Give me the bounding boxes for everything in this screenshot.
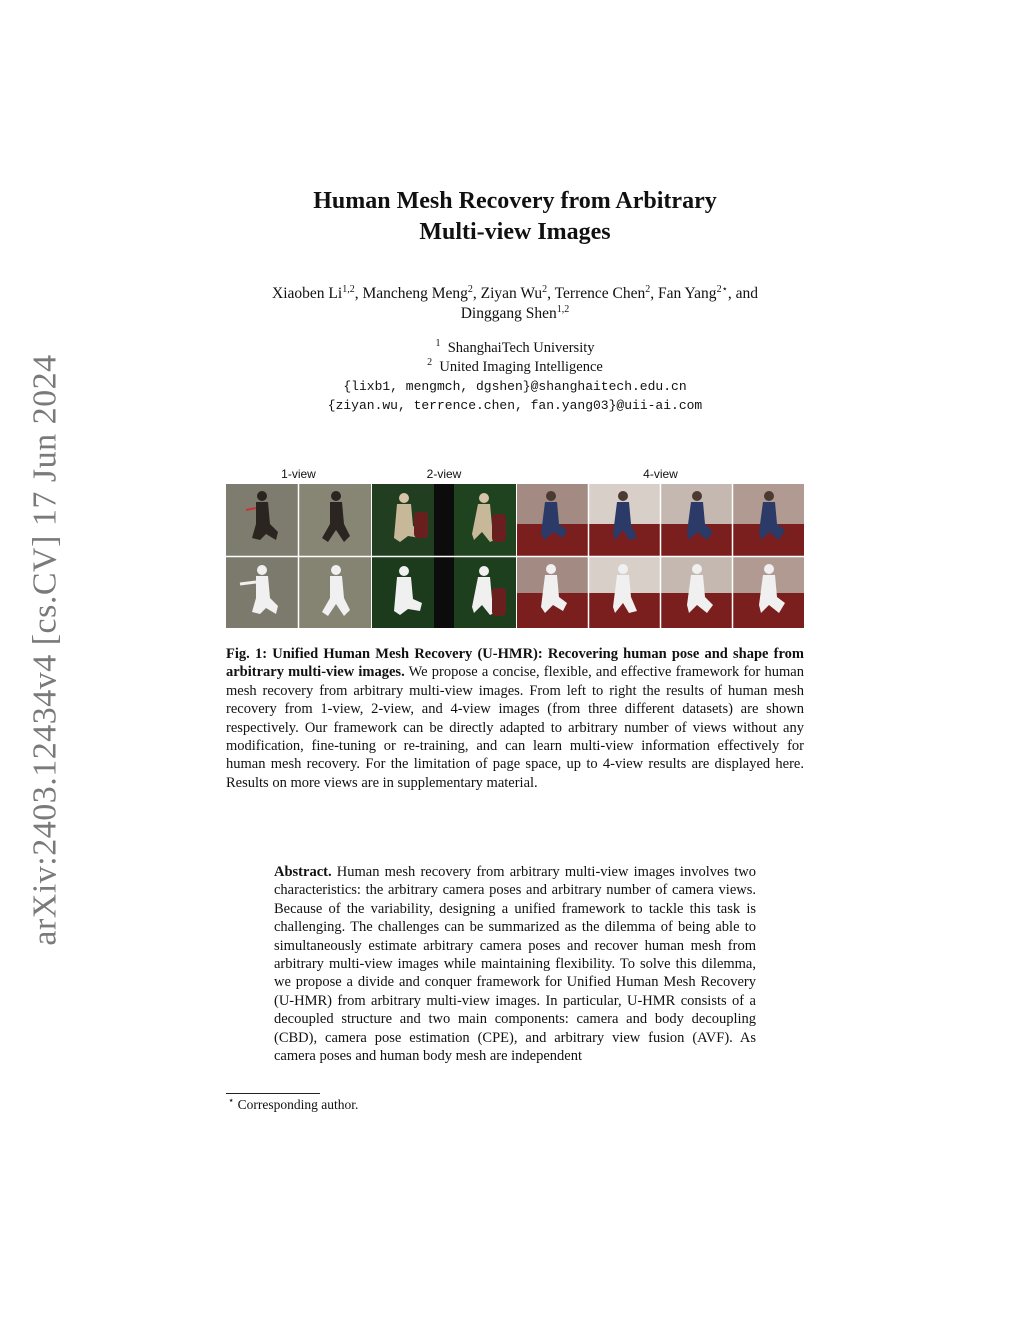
author-affil-sup: 2	[645, 283, 651, 295]
caption-label: Fig. 1:	[226, 646, 268, 662]
email-line-2: {ziyan.wu, terrence.chen, fan.yang03}@uii-ai.com	[327, 398, 703, 413]
arxiv-identifier: arXiv:2403.12434v4 [cs.CV] 17 Jun 2024	[27, 354, 65, 946]
author-list	[226, 284, 804, 324]
abstract-label: Abstract.	[274, 864, 332, 880]
affiliation-name: United Imaging Intelligence	[439, 359, 603, 375]
author-separator: ,	[547, 285, 555, 302]
author-affil-sup: 2⋆	[716, 283, 728, 295]
footnote-rule	[226, 1093, 320, 1094]
caption-body: We propose a concise, flexible, and effective framework for human mesh recovery from arbitrary multi-view images. From left to right the results of human mesh recovery from 1-view, 2-view, and 4-view images (from three different datasets) are shown respectively. Our framework can be directly adapted to arbitrary number of views without any modification, fine-tuning or re-training, and can learn multi-view information effectively for human mesh recovery. For the limitation of page space, up to 4-view results are displayed here. Results on more views are in supplementary material.	[226, 664, 804, 791]
affiliation-number: 1	[435, 338, 441, 350]
footnote	[228, 1097, 358, 1113]
author-affil-sup: 2	[467, 283, 473, 295]
panel-label-1-view: 1-view	[281, 467, 316, 481]
affiliation-number: 2	[427, 357, 433, 369]
author-affil-sup: 1,2	[556, 303, 570, 315]
author-affil-sup: 1,2	[342, 283, 355, 295]
author-affil-sup: 2	[542, 283, 548, 295]
author-separator: ,	[472, 285, 481, 302]
figure-1	[226, 467, 804, 629]
affiliation-name: ShanghaiTech University	[447, 340, 595, 356]
email-line-1: {lixb1, mengmch, dgshen}@shanghaitech.edu.cn	[343, 379, 687, 394]
abstract	[274, 863, 756, 1065]
footnote-text: Corresponding author.	[234, 1097, 359, 1112]
author: Fan Yang	[657, 285, 717, 302]
title-line-2: Multi-view Images	[419, 219, 611, 245]
paper-title	[226, 186, 804, 248]
author: Terrence Chen	[554, 285, 646, 302]
author-separator: , and	[727, 285, 758, 302]
panel-label-2-view: 2-view	[426, 467, 462, 481]
author-separator: ,	[354, 285, 363, 302]
author: Ziyan Wu	[480, 285, 543, 302]
affiliation-1	[226, 339, 804, 358]
abstract-body: Human mesh recovery from arbitrary multi-view images involves two characteristics: the arbitrary camera poses and arbitrary number of camera views. Because of the variability, designing a unified framework to tackle this task is challenging. The challenges can be summarized as the dilemma of being able to simultaneously estimate arbitrary camera poses and recover human mesh from arbitrary multi-view images while maintaining flexibility. To solve this dilemma, we propose a divide and conquer framework for Unified Human Mesh Recovery (U-HMR) from arbitrary multi-view images. In particular, U-HMR consists of a decoupled structure and two main components: camera and body decoupling (CBD), camera pose estimation (CPE), and arbitrary view fusion (AVF). As camera poses and human body mesh are independent	[274, 864, 756, 1065]
footnote-mark: ⋆	[228, 1095, 235, 1107]
panel-label-4-view: 4-view	[643, 467, 678, 481]
panel-1-view	[226, 484, 371, 628]
author: Dinggang Shen	[460, 305, 557, 322]
panel-4-view	[517, 484, 804, 628]
panel-4-view-image	[517, 484, 804, 628]
panel-1-view-image	[226, 484, 371, 628]
title-line-1: Human Mesh Recovery from Arbitrary	[313, 188, 717, 214]
affiliations	[226, 339, 804, 415]
author-separator: ,	[650, 285, 658, 302]
panel-2-view	[372, 484, 516, 628]
affiliation-2	[226, 358, 804, 377]
author: Mancheng Meng	[362, 285, 468, 302]
panel-2-view-image	[372, 484, 516, 628]
caption-bold-lead: Unified Human Mesh Recovery (U-HMR): Recovering human pose and shape from arbitrary multi-view images.	[226, 646, 805, 681]
arxiv-sidebar	[14, 354, 78, 946]
author: Xiaoben Li	[272, 285, 343, 302]
figure-caption	[226, 645, 804, 792]
